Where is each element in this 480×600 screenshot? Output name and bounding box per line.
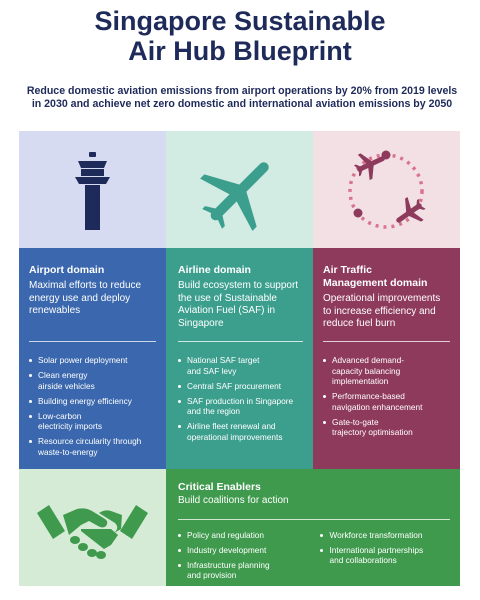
description-line: Build ecosystem to support <box>178 280 299 291</box>
description-line: Singapore <box>178 317 224 329</box>
description-line: renewables <box>29 305 81 316</box>
heading-line: Air Traffic <box>323 264 373 276</box>
atm-icon-area <box>313 131 460 248</box>
description-line: energy use and deploy <box>29 292 131 304</box>
description-line: to increase efficiency and <box>323 305 436 317</box>
list-item: Workforce transformation <box>320 530 450 541</box>
airline-initiatives-list <box>178 355 303 442</box>
atm-domain-heading <box>323 264 450 290</box>
subtitle-line-1: Reduce domestic aviation emissions from airport operations by 20% from 2019 levels <box>26 85 458 97</box>
airline-domain-heading <box>178 264 303 277</box>
title-line-2: Air Hub Blueprint <box>128 36 352 66</box>
description-line: Operational improvements <box>323 293 441 304</box>
heading-line: Airport domain <box>29 264 105 276</box>
heading-line: Airline domain <box>178 264 251 276</box>
control-tower-icon <box>19 131 166 248</box>
list-item: Clean energy airside vehicles <box>29 370 156 391</box>
list-item: Central SAF procurement <box>178 381 303 392</box>
list-item: Low-carbon electricity imports <box>29 411 156 432</box>
list-item: Solar power deployment <box>29 355 156 366</box>
enablers-list-right <box>320 530 450 586</box>
airport-domain-description <box>29 280 156 330</box>
list-item: Advanced demand- capacity balancing implementation <box>323 355 450 387</box>
air-traffic-circle-icon <box>313 131 460 248</box>
list-item: Airline fleet renewal and operational improvements <box>178 421 303 442</box>
atm-domain-description <box>323 293 450 331</box>
enablers-panel <box>166 469 460 586</box>
atm-domain-panel <box>313 248 460 469</box>
list-item: International partnerships and collaborations <box>320 545 450 566</box>
title-line-1: Singapore Sustainable <box>94 6 386 36</box>
list-item: Building energy efficiency <box>29 396 156 407</box>
enablers-heading: Critical Enablers <box>178 481 261 493</box>
airplane-icon <box>166 131 313 248</box>
enablers-icon-area <box>19 469 166 586</box>
enablers-description: Build coalitions for action <box>178 495 289 506</box>
description-line: Aviation Fuel (SAF) in <box>178 305 276 316</box>
list-item: SAF production in Singapore and the region <box>178 396 303 417</box>
description-line: reduce fuel burn <box>323 318 396 329</box>
subtitle-line-2: in 2030 and achieve net zero domestic and international aviation emissions by 2050 <box>31 98 453 110</box>
list-item: Infrastructure planning and provision <box>178 560 320 581</box>
description-line: Maximal efforts to reduce <box>29 280 142 291</box>
airport-divider <box>29 341 156 342</box>
airport-domain-panel <box>19 248 166 469</box>
atm-initiatives-list <box>323 355 450 438</box>
page-subtitle <box>18 85 466 111</box>
heading-line: Management domain <box>323 277 428 289</box>
atm-divider <box>323 341 450 342</box>
airport-initiatives-list <box>29 355 156 457</box>
list-item: Policy and regulation <box>178 530 320 541</box>
airline-domain-panel <box>166 248 313 469</box>
list-item: National SAF target and SAF levy <box>178 355 303 376</box>
list-item: Gate-to-gate trajectory optimisation <box>323 417 450 438</box>
airport-domain-heading <box>29 264 156 277</box>
description-line: the use of Sustainable <box>178 292 277 304</box>
airline-domain-description <box>178 280 303 330</box>
airport-icon-area <box>19 131 166 248</box>
page-title <box>0 6 480 66</box>
list-item: Performance-based navigation enhancement <box>323 391 450 412</box>
airline-divider <box>178 341 303 342</box>
enablers-list-left <box>178 530 320 586</box>
handshake-icon <box>19 469 166 586</box>
enablers-columns <box>178 530 450 586</box>
list-item: Resource circularity through waste-to-energy <box>29 436 156 457</box>
airline-icon-area <box>166 131 313 248</box>
list-item: Industry development <box>178 545 320 556</box>
enablers-divider <box>178 519 450 520</box>
